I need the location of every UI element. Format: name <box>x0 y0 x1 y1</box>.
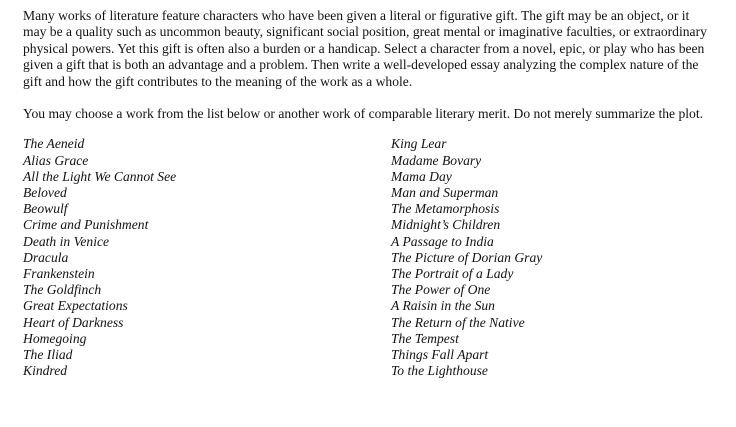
essay-prompt-document <box>23 8 723 396</box>
work-title: Things Fall Apart <box>391 347 489 363</box>
prompt-paragraph: Many works of literature feature characters who have been given a literal or figurative gift. The gift may be an object, or it may be a quality such as uncommon beauty, significant social position, great mental or imaginative faculties, or extraordinary physical powers. Yet this gift is often also a burden or a handicap. Select a character from a novel, epic, or play who has been given a gift that is both an advantage and a problem. Then write a well-developed essay analyzing the complex nature of the gift and how the gift contributes to the meaning of the work as a whole. <box>23 8 707 89</box>
instructions-paragraph: You may choose a work from the list below or another work of comparable literary merit. Do not merely summarize the plot. <box>23 106 704 122</box>
work-title: King Lear <box>391 136 447 152</box>
work-title: The Picture of Dorian Gray <box>391 249 543 265</box>
work-title: Mama Day <box>391 168 452 184</box>
work-title: The Iliad <box>23 347 73 363</box>
work-title: The Aeneid <box>23 136 85 152</box>
work-title: All the Light We Cannot See <box>23 168 177 184</box>
work-title: A Raisin in the Sun <box>391 298 495 314</box>
work-title: Midnight’s Children <box>391 217 501 233</box>
work-title: Crime and Punishment <box>23 217 149 233</box>
work-title: The Goldfinch <box>23 282 102 298</box>
work-title: Man and Superman <box>391 185 499 201</box>
work-title: Alias Grace <box>23 152 89 168</box>
work-title: Dracula <box>23 249 69 265</box>
work-title: Heart of Darkness <box>23 314 124 330</box>
work-title: Frankenstein <box>23 266 95 282</box>
works-column-right <box>391 136 542 379</box>
work-title: Kindred <box>23 363 68 379</box>
work-title: Homegoing <box>23 330 87 346</box>
work-title: The Power of One <box>391 282 491 298</box>
works-column-left <box>23 136 176 379</box>
work-title: Great Expectations <box>23 298 128 314</box>
works-list <box>23 136 723 396</box>
work-title: The Metamorphosis <box>391 201 500 217</box>
work-title: Beowulf <box>23 201 68 217</box>
work-title: The Return of the Native <box>391 314 525 330</box>
work-title: Madame Bovary <box>391 152 482 168</box>
work-title: Death in Venice <box>23 233 110 249</box>
work-title: To the Lighthouse <box>391 363 488 379</box>
work-title: The Portrait of a Lady <box>391 266 514 282</box>
work-title: A Passage to India <box>391 233 494 249</box>
work-title: Beloved <box>23 185 67 201</box>
work-title: The Tempest <box>391 330 459 346</box>
